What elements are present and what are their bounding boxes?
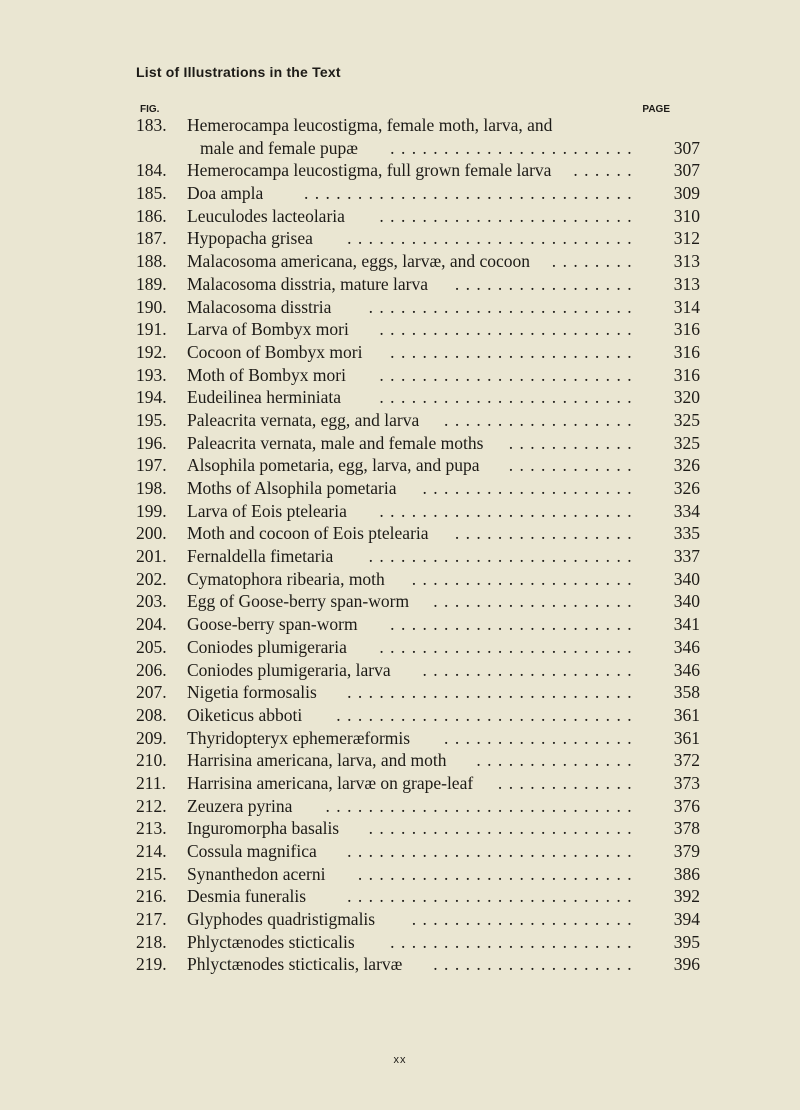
page-number: 335 (673, 523, 700, 544)
page-number: 312 (673, 228, 700, 249)
list-item (136, 386, 700, 409)
list-item (136, 318, 700, 341)
figure-title: Zeuzera pyrina (187, 795, 293, 816)
figure-number: 183. (136, 115, 167, 135)
leader-dots: ................. (454, 523, 638, 544)
figure-number: 218. (136, 931, 167, 952)
figure-title: Coniodes plumigeraria (187, 636, 347, 657)
page-number: 307 (673, 137, 700, 158)
figure-number: 191. (136, 319, 167, 340)
list-item (136, 454, 700, 477)
figure-title: Paleacrita vernata, male and female moths (187, 432, 484, 453)
figure-number: 202. (136, 568, 167, 589)
figure-title: Fernaldella fimetaria (187, 546, 334, 567)
list-item (136, 114, 700, 159)
page-number: 325 (673, 409, 700, 430)
figure-title: Larva of Eois ptelearia (187, 500, 347, 521)
fig-column-label: FIG. (140, 104, 160, 115)
leader-dots: ........................... (347, 841, 638, 862)
figure-title: Thyridopteryx ephemeræformis (187, 727, 411, 748)
figure-title: Cymatophora ribearia, moth (187, 568, 385, 589)
page-number: 394 (673, 909, 700, 930)
leader-dots: .................. (444, 409, 638, 430)
leader-dots: ......................... (368, 296, 638, 317)
list-item (136, 817, 700, 840)
list-item (136, 296, 700, 319)
list-item (136, 953, 700, 976)
leader-dots: ................. (454, 273, 638, 294)
list-item (136, 704, 700, 727)
figure-title: Hemerocampa leucostigma, female moth, larva, and (187, 115, 553, 135)
leader-dots: ....................... (390, 931, 638, 952)
page-number: 337 (673, 546, 700, 567)
list-item (136, 159, 700, 182)
figure-title: Paleacrita vernata, egg, and larva (187, 409, 420, 430)
leader-dots: ........................... (347, 228, 638, 249)
page-number: 340 (673, 568, 700, 589)
leader-dots: ........................ (379, 364, 638, 385)
figure-title: Egg of Goose-berry span-worm (187, 591, 410, 612)
page-number: 386 (673, 863, 700, 884)
figure-number: 206. (136, 659, 167, 680)
running-head: List of Illustrations in the Text (136, 64, 341, 80)
figure-number: 201. (136, 546, 167, 567)
page-folio: xx (393, 1054, 407, 1066)
figure-title: Oiketicus abboti (187, 704, 303, 725)
list-item (136, 636, 700, 659)
figure-title-continuation: male and female pupæ (200, 137, 358, 158)
page-number: 378 (673, 818, 700, 839)
list-item (136, 863, 700, 886)
figure-number: 184. (136, 160, 167, 181)
figure-number: 185. (136, 183, 167, 204)
figure-title: Moth of Bombyx mori (187, 364, 346, 385)
figure-title: Nigetia formosalis (187, 682, 317, 703)
page-number: 325 (673, 432, 700, 453)
figure-number: 199. (136, 500, 167, 521)
figure-number: 194. (136, 387, 167, 408)
figure-title: Eudeilinea herminiata (187, 387, 342, 408)
leader-dots: ........................ (379, 500, 638, 521)
list-item (136, 659, 700, 682)
page-number: 372 (673, 750, 700, 771)
figure-number: 197. (136, 455, 167, 476)
page-number: 310 (673, 205, 700, 226)
page-number: 346 (673, 636, 700, 657)
figure-number: 186. (136, 205, 167, 226)
figure-title: Moth and cocoon of Eois ptelearia (187, 523, 429, 544)
list-item (136, 681, 700, 704)
list-item (136, 749, 700, 772)
figure-number: 200. (136, 523, 167, 544)
page-number: 320 (673, 387, 700, 408)
figure-number: 209. (136, 727, 167, 748)
figure-title: Alsophila pometaria, egg, larva, and pupa (187, 455, 480, 476)
page-number: 361 (673, 727, 700, 748)
page-number: 340 (673, 591, 700, 612)
figure-title: Doa ampla (187, 183, 264, 204)
list-item (136, 341, 700, 364)
page-number: 309 (673, 183, 700, 204)
list-item (136, 182, 700, 205)
leader-dots: .................... (422, 478, 638, 499)
list-item (136, 727, 700, 750)
figure-title: Desmia funeralis (187, 886, 307, 907)
list-item (136, 885, 700, 908)
leader-dots: ........................... (347, 682, 638, 703)
figure-number: 187. (136, 228, 167, 249)
figure-number: 190. (136, 296, 167, 317)
figure-number: 208. (136, 704, 167, 725)
figure-title: Hypopacha grisea (187, 228, 313, 249)
leader-dots: ......................... (368, 818, 638, 839)
figure-number: 195. (136, 409, 167, 430)
leader-dots: ........ (551, 251, 638, 272)
page-number: 346 (673, 659, 700, 680)
page-number: 316 (673, 319, 700, 340)
figure-title: Hemerocampa leucostigma, full grown female larva (187, 160, 552, 181)
page-number: 376 (673, 795, 700, 816)
leader-dots: ........................... (347, 886, 638, 907)
page-number: 314 (673, 296, 700, 317)
page-column-label: PAGE (642, 104, 670, 115)
figure-title: Cossula magnifica (187, 841, 317, 862)
figure-title: Malacosoma disstria (187, 296, 332, 317)
figure-number: 193. (136, 364, 167, 385)
figure-title: Goose-berry span-worm (187, 614, 358, 635)
list-item (136, 613, 700, 636)
figure-title: Synanthedon acerni (187, 863, 326, 884)
page-number: 326 (673, 455, 700, 476)
leader-dots: ......................... (368, 546, 638, 567)
page-number: 334 (673, 500, 700, 521)
page-number: 326 (673, 478, 700, 499)
leader-dots: ....................... (390, 614, 638, 635)
leader-dots: .................. (444, 727, 638, 748)
list-item (136, 840, 700, 863)
page-number: 395 (673, 931, 700, 952)
figure-number: 189. (136, 273, 167, 294)
figure-title: Glyphodes quadristigmalis (187, 909, 376, 930)
figure-title: Phlyctænodes sticticalis, larvæ (187, 954, 403, 975)
illustration-list (136, 114, 700, 976)
leader-dots: ............................ (336, 704, 638, 725)
list-item (136, 500, 700, 523)
list-item (136, 931, 700, 954)
figure-number: 212. (136, 795, 167, 816)
page-number: 313 (673, 273, 700, 294)
leader-dots: .................... (422, 659, 638, 680)
leader-dots: ........................ (379, 319, 638, 340)
list-item (136, 477, 700, 500)
list-item (136, 795, 700, 818)
list-item (136, 568, 700, 591)
figure-number: 203. (136, 591, 167, 612)
page-number: 316 (673, 341, 700, 362)
leader-dots: ....................... (390, 137, 638, 158)
leader-dots: ............ (508, 432, 638, 453)
leader-dots: ....................... (390, 341, 638, 362)
figure-title: Inguromorpha basalis (187, 818, 340, 839)
figure-number: 204. (136, 614, 167, 635)
figure-number: 214. (136, 841, 167, 862)
figure-title: Harrisina americana, larva, and moth (187, 750, 447, 771)
list-item (136, 409, 700, 432)
figure-number: 213. (136, 818, 167, 839)
leader-dots: .......................... (357, 863, 638, 884)
leader-dots: ............. (497, 772, 638, 793)
figure-title: Coniodes plumigeraria, larva (187, 659, 391, 680)
figure-number: 196. (136, 432, 167, 453)
leader-dots: ........................ (379, 387, 638, 408)
figure-number: 207. (136, 682, 167, 703)
figure-number: 192. (136, 341, 167, 362)
leader-dots: ........................ (379, 636, 638, 657)
list-item (136, 545, 700, 568)
page-number: 361 (673, 704, 700, 725)
page-number: 373 (673, 772, 700, 793)
leader-dots: ..................... (411, 909, 638, 930)
figure-title: Cocoon of Bombyx mori (187, 341, 363, 362)
leader-dots: ........................ (379, 205, 638, 226)
figure-title: Phlyctænodes sticticalis (187, 931, 355, 952)
figure-number: 215. (136, 863, 167, 884)
list-item (136, 522, 700, 545)
figure-title: Moths of Alsophila pometaria (187, 478, 397, 499)
list-item (136, 273, 700, 296)
leader-dots: ..................... (411, 568, 638, 589)
page-number: 358 (673, 682, 700, 703)
figure-number: 210. (136, 750, 167, 771)
leader-dots: ............................... (303, 183, 638, 204)
figure-title: Leuculodes lacteolaria (187, 205, 345, 226)
list-item (136, 205, 700, 228)
figure-number: 205. (136, 636, 167, 657)
page-number: 316 (673, 364, 700, 385)
leader-dots: ................... (433, 954, 638, 975)
page-number: 392 (673, 886, 700, 907)
list-item (136, 908, 700, 931)
figure-number: 216. (136, 886, 167, 907)
leader-dots: ............... (476, 750, 638, 771)
figure-title: Malacosoma americana, eggs, larvæ, and cocoon (187, 251, 531, 272)
leader-dots: ............................. (325, 795, 638, 816)
page-number: 307 (673, 160, 700, 181)
figure-number: 198. (136, 478, 167, 499)
figure-number: 211. (136, 772, 166, 793)
figure-title: Larva of Bombyx mori (187, 319, 349, 340)
page-number: 341 (673, 614, 700, 635)
page-number: 379 (673, 841, 700, 862)
figure-number: 219. (136, 954, 167, 975)
list-item (136, 772, 700, 795)
page-number: 396 (673, 954, 700, 975)
page-number: 313 (673, 251, 700, 272)
list-item (136, 590, 700, 613)
list-item (136, 227, 700, 250)
list-item (136, 364, 700, 387)
figure-number: 217. (136, 909, 167, 930)
list-item (136, 250, 700, 273)
leader-dots: ................... (433, 591, 638, 612)
list-item (136, 432, 700, 455)
leader-dots: ...... (573, 160, 638, 181)
figure-title: Malacosoma disstria, mature larva (187, 273, 429, 294)
figure-number: 188. (136, 251, 167, 272)
figure-title: Harrisina americana, larvæ on grape-leaf (187, 772, 474, 793)
leader-dots: ............ (508, 455, 638, 476)
